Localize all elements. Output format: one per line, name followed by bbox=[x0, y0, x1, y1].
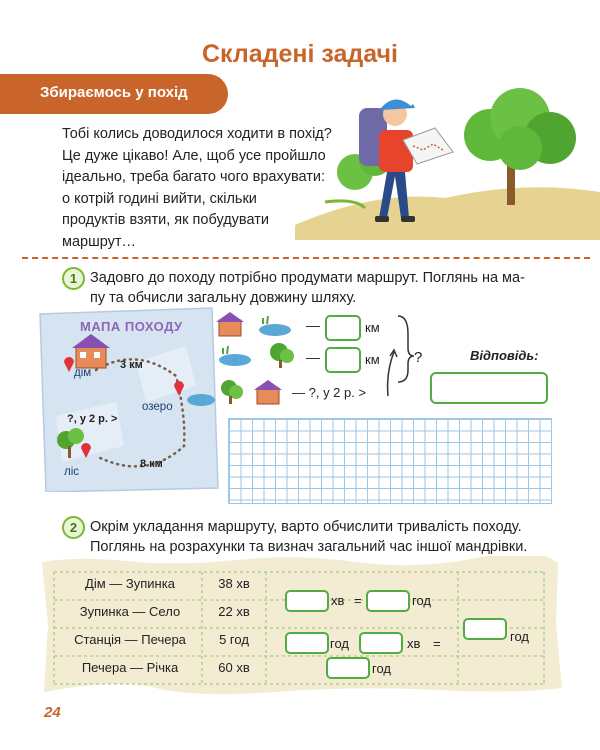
route-cell: Печера — Річка bbox=[81, 660, 179, 675]
row1-unit: км bbox=[365, 320, 380, 335]
total-answer-box[interactable] bbox=[463, 618, 507, 640]
lake-icon bbox=[259, 324, 291, 336]
answer-box[interactable] bbox=[430, 372, 548, 404]
equals-sign: = bbox=[433, 636, 441, 651]
unit-hours: год bbox=[412, 593, 431, 608]
route-cell: Станція — Печера bbox=[74, 632, 186, 647]
row2-dash: — bbox=[306, 349, 320, 365]
time-cell: 60 хв bbox=[218, 660, 250, 675]
intro-line: о котрій годині вийти, скільки bbox=[62, 190, 257, 207]
hours-answer-box-2[interactable] bbox=[285, 632, 329, 654]
brace-question: ? bbox=[414, 349, 423, 366]
house-icon bbox=[257, 388, 279, 404]
time-cell: 5 год bbox=[219, 632, 249, 647]
distance-answer-box-1[interactable] bbox=[325, 315, 361, 341]
row1-dash: — bbox=[306, 317, 320, 333]
unit-total-hours: год bbox=[510, 629, 529, 644]
unit-minutes: хв bbox=[331, 593, 345, 608]
intro-line: Тобі колись доводилося ходити в похід? bbox=[62, 126, 332, 142]
task1-line: Задовго до походу потрібно продумати маршрут. Поглянь на ма- bbox=[90, 270, 525, 286]
map-label-forest: ліс bbox=[64, 466, 80, 478]
intro-line: продуктів взяти, як побудувати bbox=[62, 212, 269, 228]
route-cell: Дім — Зупинка bbox=[85, 576, 175, 591]
hiker-body bbox=[379, 130, 413, 172]
row3-text: — ?, у 2 р. > bbox=[292, 385, 367, 400]
answer-label: Відповідь: bbox=[470, 348, 539, 363]
unit-hours: год bbox=[330, 636, 349, 651]
page-title: Складені задачі bbox=[201, 40, 399, 68]
hours-answer-box-3[interactable] bbox=[326, 657, 370, 679]
map-distance-home-lake: 3 км bbox=[120, 359, 143, 371]
equals-sign: = bbox=[354, 593, 362, 608]
unit-hours: год bbox=[372, 661, 391, 676]
unit-minutes: хв bbox=[407, 636, 421, 651]
task2-line: Окрім укладання маршруту, варто обчислити тривалість походу. bbox=[90, 519, 522, 535]
divider bbox=[22, 257, 590, 259]
lake-icon bbox=[219, 354, 251, 366]
map-label-home: дім bbox=[74, 367, 92, 379]
minutes-answer-box-2[interactable] bbox=[359, 632, 403, 654]
intro-line: Це дуже цікаво! Але, щоб усе пройшло bbox=[62, 147, 326, 164]
cap bbox=[381, 99, 415, 110]
task2-line: Поглянь на розрахунки та визнач загальний час іншої мандрівки. bbox=[90, 539, 528, 555]
solution-grid[interactable] bbox=[228, 418, 552, 504]
row2-unit: км bbox=[365, 352, 380, 367]
time-cell: 22 хв bbox=[218, 604, 250, 619]
section-title: Збираємось у похід bbox=[40, 84, 188, 101]
task-number-2: 2 bbox=[62, 516, 85, 539]
intro-line: ідеально, треба багато чого врахувати: bbox=[62, 169, 326, 185]
distance-answer-box-2[interactable] bbox=[325, 347, 361, 373]
hiker-illustration bbox=[295, 80, 600, 240]
house-icon bbox=[219, 320, 241, 336]
task-number-1: 1 bbox=[62, 267, 85, 290]
map-distance-lake-forest: 8 км bbox=[140, 458, 163, 470]
task1-text bbox=[90, 268, 525, 308]
map-distance-forest-home: ?, у 2 р. > bbox=[67, 413, 118, 425]
task2-text bbox=[90, 517, 527, 557]
page-number: 24 bbox=[44, 704, 61, 721]
route-cell: Зупинка — Село bbox=[79, 604, 181, 619]
hours-answer-box[interactable] bbox=[366, 590, 410, 612]
map-label-lake: озеро bbox=[142, 401, 173, 413]
intro-line: маршрут… bbox=[62, 233, 137, 250]
map-title: МАПА ПОХОДУ bbox=[80, 319, 183, 334]
minutes-answer-box[interactable] bbox=[285, 590, 329, 612]
path-ground bbox=[295, 187, 600, 240]
task1-line: пу та обчисли загальну довжину шляху. bbox=[90, 290, 357, 306]
lake-icon bbox=[187, 394, 215, 406]
time-cell: 38 хв bbox=[218, 576, 250, 591]
